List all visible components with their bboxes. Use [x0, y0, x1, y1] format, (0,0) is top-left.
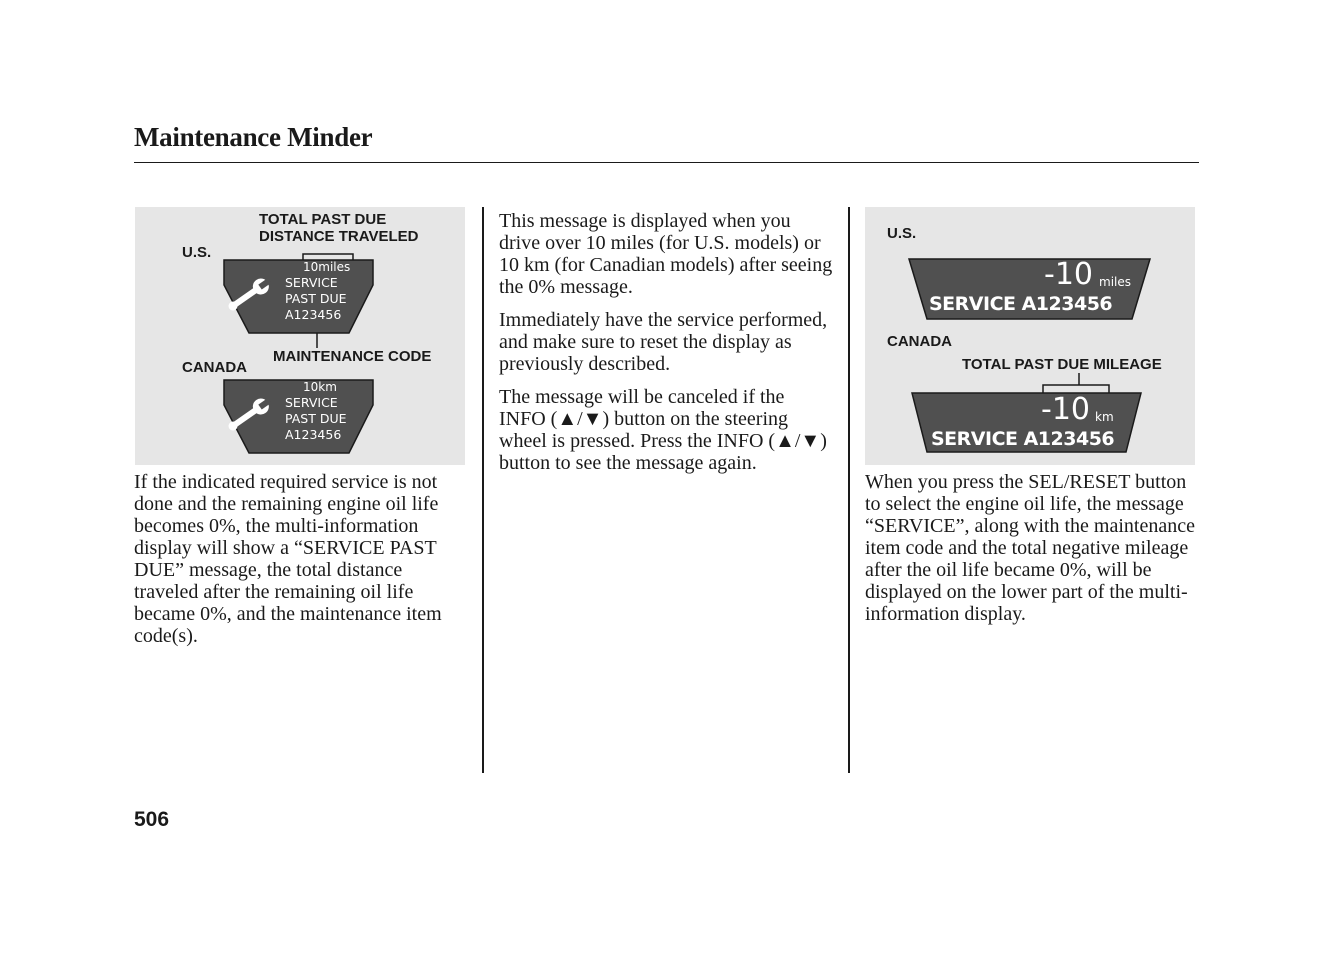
- title-divider: [134, 162, 1199, 163]
- column-2-text: [499, 210, 835, 485]
- figure-service-past-due: [135, 207, 465, 465]
- page-title: Maintenance Minder: [134, 122, 373, 152]
- label-us: U.S.: [887, 225, 917, 242]
- label-us: U.S.: [182, 244, 212, 261]
- canada-mileage-value: -10: [1041, 392, 1090, 427]
- us-service-code: SERVICE A123456: [929, 293, 1113, 315]
- column-3-text: [865, 471, 1201, 636]
- canada-service-code: SERVICE A123456: [931, 428, 1115, 450]
- paragraph: This message is displayed when you drive over 10 miles (for U.S. models) or 10 km (for Canadian models) after seeing the 0% message.: [499, 210, 833, 298]
- label-total-past-due-mileage: TOTAL PAST DUE MILEAGE: [962, 356, 1162, 373]
- canada-distance: 10km: [303, 380, 337, 394]
- page-number: 506: [134, 808, 170, 831]
- canada-display: [911, 392, 1142, 454]
- paragraph: The message will be canceled if the INFO (▲/▼) button on the steering wheel is pressed. Press the INFO (▲/▼) button to see the message again.: [499, 386, 827, 474]
- column-divider-2: [848, 207, 850, 773]
- us-mileage-value: -10: [1044, 257, 1093, 292]
- us-code: A123456: [285, 307, 342, 322]
- paragraph: Immediately have the service performed, and make sure to reset the display as previously described.: [499, 309, 828, 375]
- canada-mileage-unit: km: [1095, 410, 1114, 424]
- us-display: [908, 257, 1151, 321]
- label-canada: CANADA: [182, 359, 247, 376]
- us-past-due-line: PAST DUE: [285, 291, 347, 306]
- column-1-text: [134, 471, 470, 658]
- label-total-past-due: TOTAL PAST DUE: [259, 211, 387, 228]
- paragraph: If the indicated required service is not done and the remaining engine oil life becomes 0%, the multi-information display will show a “SERVICE PAST DUE” message, the total distance traveled after the remaining oil life became 0%, and the maintenance item code(s).: [134, 471, 442, 647]
- canada-display: [223, 379, 374, 454]
- paragraph: When you press the SEL/RESET button to select the engine oil life, the message “SERVICE”, along with the maintenance item code and the total negative mileage after the oil life became 0%, will be displayed on the lower part of the multi-information display.: [865, 471, 1195, 625]
- label-canada: CANADA: [887, 333, 952, 350]
- canada-past-due-line: PAST DUE: [285, 411, 347, 426]
- us-display: [223, 259, 374, 334]
- canada-code: A123456: [285, 427, 342, 442]
- us-service-line: SERVICE: [285, 275, 338, 290]
- canada-service-line: SERVICE: [285, 395, 338, 410]
- figure-service-negative-mileage: [865, 207, 1195, 465]
- column-divider-1: [482, 207, 484, 773]
- label-distance-traveled: DISTANCE TRAVELED: [259, 228, 419, 245]
- label-maintenance-code: MAINTENANCE CODE: [273, 348, 432, 365]
- us-mileage-unit: miles: [1099, 275, 1131, 289]
- us-distance: 10miles: [303, 260, 351, 274]
